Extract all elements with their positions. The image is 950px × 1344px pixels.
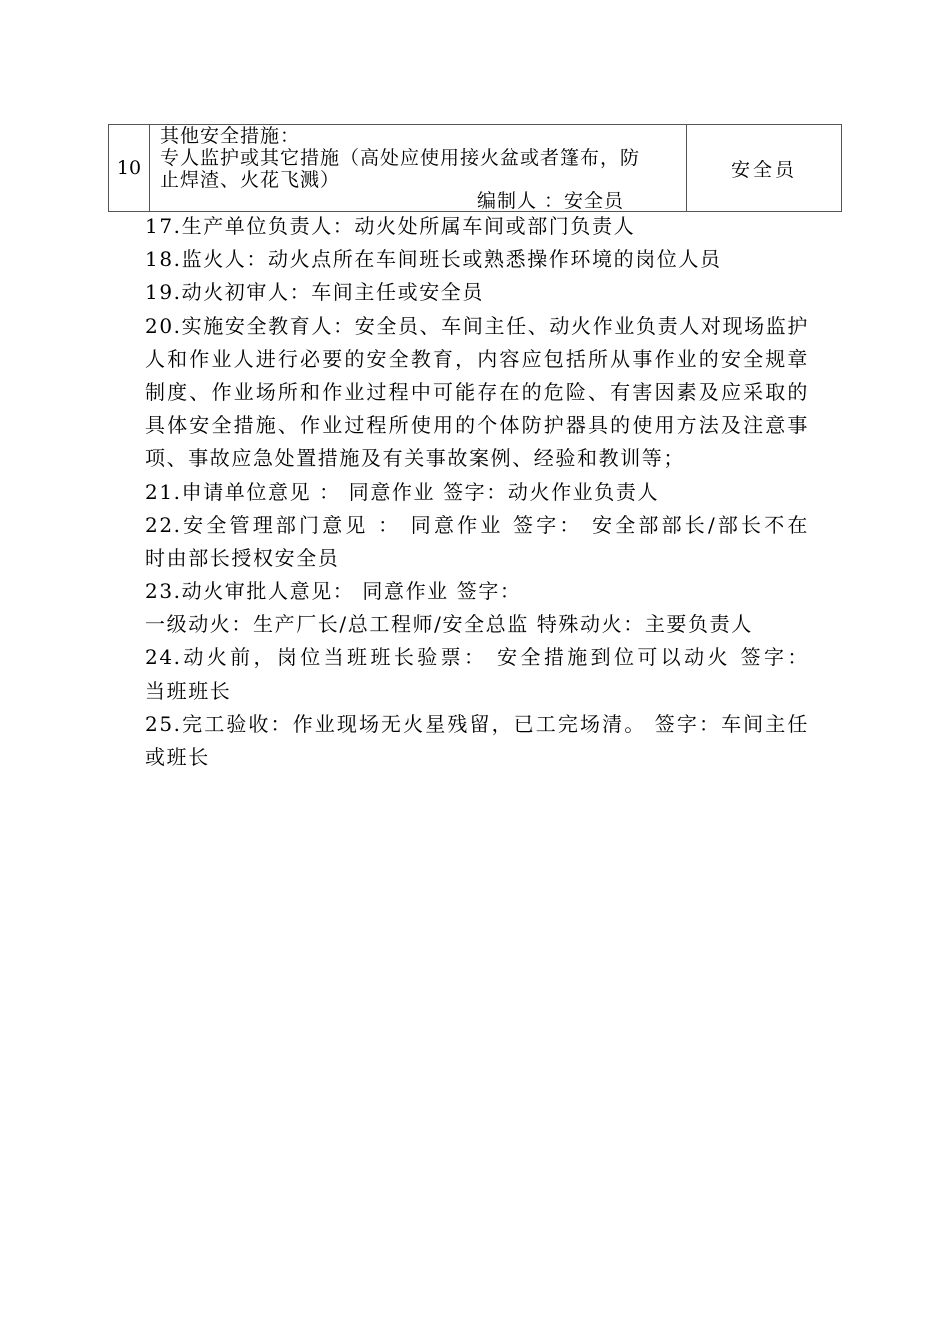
paragraph-line: 20.实施安全教育人：安全员、车间主任、动火作业负责人对现场监护: [145, 313, 809, 338]
compiler-line: 编制人 ：安全员: [477, 190, 625, 212]
paragraph-line: 时由部长授权安全员: [145, 545, 340, 570]
paragraph-line: 22.安全管理部门意见 ： 同意作业 签字： 安全部部长/部长不在: [145, 512, 809, 537]
content-line: 止焊渣、火花飞溅）: [160, 169, 341, 191]
paragraph-line: 21.申请单位意见 ： 同意作业 签字：动火作业负责人: [145, 479, 660, 504]
table-row: [109, 125, 842, 212]
paragraph-line: 或班长: [145, 745, 210, 769]
paragraph-line: 项、事故应急处置措施及有关事故案例、经验和教训等；: [145, 446, 685, 471]
paragraph-line: 人和作业人进行必要的安全教育，内容应包括所从事作业的安全规章: [145, 346, 809, 371]
content-line: 专人监护或其它措施（高处应使用接火盆或者篷布，防: [160, 147, 641, 169]
document-body: [145, 210, 809, 774]
row-responsible: 安全员: [687, 125, 842, 212]
paragraph-line: 当班班长: [145, 678, 232, 703]
row-number: 10: [109, 125, 150, 212]
safety-measures-table: [108, 124, 842, 212]
paragraph-line: 一级动火：生产厂长/总工程师/安全总监 特殊动火：主要负责人: [145, 612, 753, 637]
paragraph-line: 25.完工验收：作业现场无火星残留，已工完场清。 签字：车间主任: [145, 711, 809, 736]
row-content: [150, 125, 687, 212]
paragraph-line: 制度、作业场所和作业过程中可能存在的危险、有害因素及应采取的: [145, 379, 809, 404]
paragraph-line: 23.动火审批人意见： 同意作业 签字：: [145, 579, 522, 604]
paragraph-line: 19.动火初审人：车间主任或安全员: [145, 280, 485, 305]
paragraph-line: 具体安全措施、作业过程所使用的个体防护器具的使用方法及注意事: [145, 413, 809, 438]
paragraph-line: 18.监火人：动火点所在车间班长或熟悉操作环境的岗位人员: [145, 247, 722, 272]
paragraph-line: 17.生产单位负责人：动火处所属车间或部门负责人: [145, 214, 636, 238]
paragraph-line: 24.动火前，岗位当班班长验票： 安全措施到位可以动火 签字：: [145, 645, 809, 670]
content-line: 其他安全措施：: [160, 125, 301, 147]
